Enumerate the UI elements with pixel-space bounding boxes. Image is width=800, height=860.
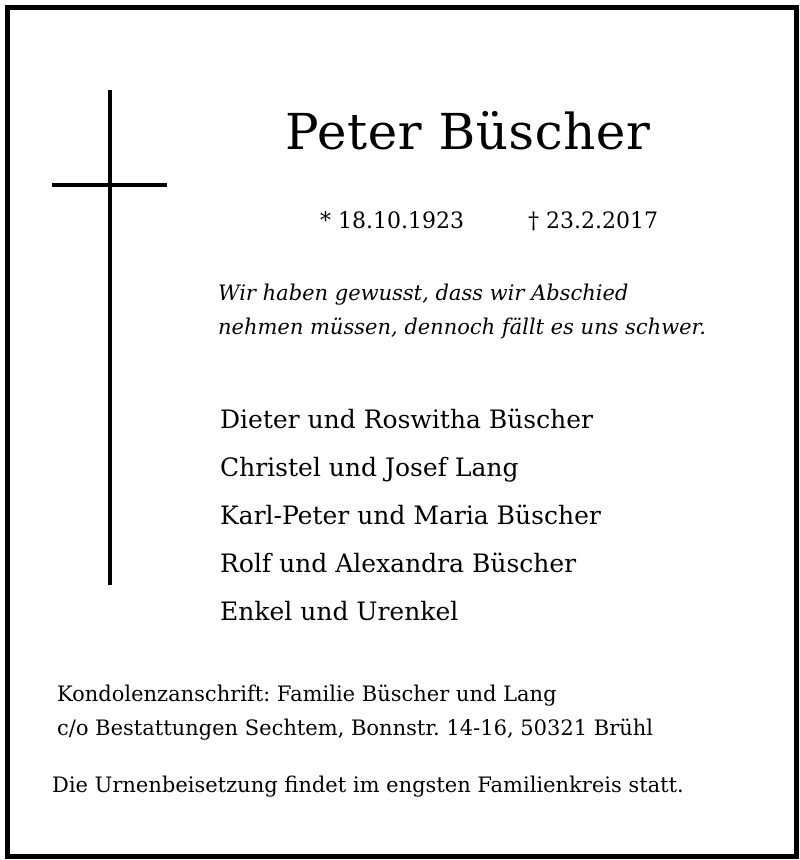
mourner-item: Rolf und Alexandra Büscher [220,549,577,578]
mourner-item: Enkel und Urenkel [220,597,459,626]
cross-icon-crossbar [52,183,167,187]
quote-line: nehmen müssen, dennoch fällt es uns schwer. [218,315,706,339]
death-date: † 23.2.2017 [528,209,658,234]
farewell-quote [218,276,778,344]
mourner-item: Christel und Josef Lang [220,453,519,482]
mourner-item: Dieter und Roswitha Büscher [220,405,593,434]
birth-date: * 18.10.1923 [320,209,464,234]
mourners-list [220,396,780,636]
quote-line: Wir haben gewusst, dass wir Abschied [218,281,629,305]
address-line: Kondolenzanschrift: Familie Büscher und Lang [57,682,557,706]
address-line: c/o Bestattungen Sechtem, Bonnstr. 14-16, 50321 Brühl [57,716,654,740]
obituary-frame [5,5,799,859]
mourner-item: Karl-Peter und Maria Büscher [220,501,601,530]
cross-icon [108,90,112,585]
condolence-address [57,677,777,745]
burial-notice: Die Urnenbeisetzung findet im engsten Familienkreis statt. [52,773,684,797]
deceased-name: Peter Büscher [285,103,651,161]
